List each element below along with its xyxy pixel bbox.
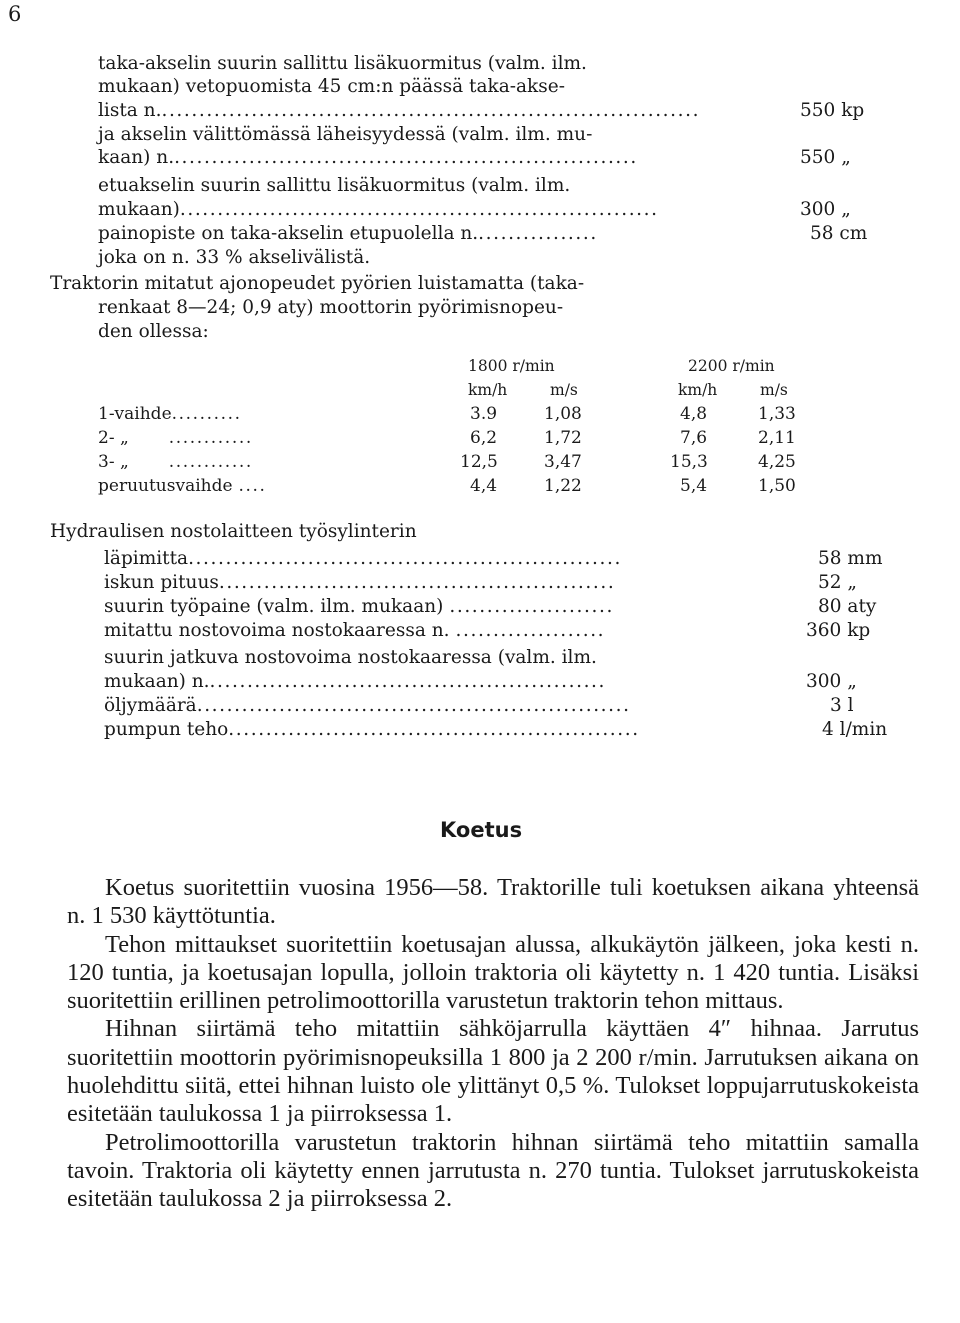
spec-line-text: mitattu nostovoima nostokaaressa n. [104, 620, 450, 641]
unit-header: km/h [468, 381, 508, 399]
dot-leader: .......................................................... [188, 548, 622, 569]
spec-value: 52 „ [818, 572, 858, 593]
spec-value: 80 aty [818, 596, 877, 617]
spec-value: 300 „ [800, 199, 851, 220]
dot-leader: ............ [168, 452, 253, 472]
section-title: Koetus [440, 818, 523, 842]
paragraph: Petrolimoottorilla varustetun traktorin hihnan siirtämä teho mitattiin samalla tavoin. Traktoria oli käytetty ennen jarrutusta n. 270 tuntia. Tulokset jarrutuskokeista esitetään taulukossa 2 ja piirroksessa 2. [67, 1128, 919, 1213]
speed-kmh: 15,3 [670, 452, 708, 472]
spec-line [104, 595, 624, 619]
spec-line: ja akselin välittömässä läheisyydessä (valm. ilm. mu- [98, 124, 593, 145]
spec-value: 58 cm [810, 223, 868, 244]
speed-kmh: 7,6 [680, 428, 708, 448]
spec-value: 3 l [830, 695, 854, 716]
spec-line-text: mukaan) n. [104, 671, 210, 692]
dot-leader: ..................................................... [218, 572, 616, 593]
gear-label [98, 475, 271, 498]
rpm-header: 2200 r/min [688, 357, 775, 375]
dot-leader: .......... [171, 404, 242, 424]
gear-label [98, 403, 254, 426]
spec-line-text: mukaan) [98, 199, 180, 220]
speed-kmh: 4,4 [470, 476, 498, 496]
spec-value: 58 mm [818, 548, 883, 569]
speed-ms: 2,11 [758, 428, 796, 448]
gear-label [98, 427, 265, 450]
spec-line [104, 694, 667, 718]
spec-line-text: lista n. [98, 100, 162, 121]
speed-kmh: 12,5 [460, 452, 498, 472]
spec-line-text: pumpun teho [104, 719, 229, 740]
hydraulic-heading: Hydraulisen nostolaitteen työsylinterin [50, 521, 417, 542]
spec-line [98, 222, 600, 246]
paragraph: Hihnan siirtämä teho mitattiin sähköjarrulla käyttäen 4″ hihnaa. Jarrutus suoritettiin moottorin pyörimisnopeuksilla 1 800 ja 2 200 r/min. Jarrutuksen aikana on huolehdittu siitä, ettei hihnan luisto ole ylittänyt 0,5 %. Tulokset loppujarrutuskokeista esitetään taulukossa 1 ja piirroksessa 1. [67, 1015, 919, 1128]
dot-leader: ....................................................... [228, 719, 640, 740]
speeds-intro-line: den ollessa: [98, 321, 209, 342]
dot-leader: .................... [455, 620, 606, 641]
page-number: 6 [8, 2, 22, 26]
gear-label-text: 1-vaihde [98, 404, 172, 424]
speed-ms: 1,22 [544, 476, 582, 496]
spec-line [98, 99, 701, 123]
speed-ms: 3,47 [544, 452, 582, 472]
speeds-intro-line: renkaat 8—24; 0,9 aty) moottorin pyörimisnopeu- [98, 297, 564, 318]
spec-value: 550 „ [800, 147, 851, 168]
paragraph: Koetus suoritettiin vuosina 1956—58. Traktorille tuli koetuksen aikana yhteensä n. 1 530 käyttötuntia. [67, 874, 919, 930]
spec-line-text: öljymäärä [104, 695, 197, 716]
spec-line-text: painopiste on taka-akselin etupuolella n. [98, 223, 479, 244]
speeds-intro-line: Traktorin mitatut ajonopeudet pyörien luistamatta (taka- [50, 273, 585, 294]
spec-line [104, 670, 640, 694]
dot-leader: ................ [478, 223, 598, 244]
speed-kmh: 3.9 [470, 404, 498, 424]
spec-line: suurin jatkuva nostovoima nostokaaressa (valm. ilm. [104, 647, 597, 668]
dot-leader: .............................................................. [174, 147, 638, 168]
dot-leader: ................................................................ [179, 199, 659, 220]
spec-value: 360 kp [806, 620, 871, 641]
rpm-header: 1800 r/min [468, 357, 555, 375]
spec-value: 300 „ [806, 671, 857, 692]
spec-line [98, 146, 644, 170]
dot-leader: ...................... [449, 596, 614, 617]
paragraph: Tehon mittaukset suoritettiin koetusajan alussa, alkukäytön jälkeen, joka kesti n. 120 tuntia, ja koetusajan lopulla, jolloin traktoria oli käytetty n. 1 420 tuntia. Lisäksi suoritettiin erillinen petrolimoottorilla varustetun traktorin tehon mittaus. [67, 930, 919, 1015]
unit-header: m/s [550, 381, 578, 399]
gear-label-text: 2- „ [98, 428, 129, 448]
dot-leader: ..................................................... [209, 671, 607, 692]
spec-value: 4 l/min [822, 719, 888, 740]
spec-line [104, 619, 621, 643]
spec-line: joka on n. 33 % akselivälistä. [98, 247, 371, 268]
spec-line-text: suurin työpaine (valm. ilm. mukaan) [104, 596, 444, 617]
spec-line-text: läpimitta [104, 548, 189, 569]
spec-line [104, 571, 649, 595]
dot-leader: .......................................................... [196, 695, 631, 716]
speed-kmh: 6,2 [470, 428, 498, 448]
gear-label [98, 451, 265, 474]
unit-header: km/h [678, 381, 718, 399]
spec-line: mukaan) vetopuomista 45 cm:n päässä taka-akse- [98, 76, 565, 97]
spec-line [104, 718, 668, 742]
dot-leader: ........................................................................ [161, 100, 701, 121]
spec-line: taka-akselin suurin sallittu lisäkuormitus (valm. ilm. [98, 53, 587, 74]
spec-line: etuakselin suurin sallittu lisäkuormitus (valm. ilm. [98, 175, 571, 196]
dot-leader: .... [238, 476, 267, 496]
gear-label-text: 3- „ [98, 452, 129, 472]
speed-ms: 1,72 [544, 428, 582, 448]
spec-value: 550 kp [800, 100, 865, 121]
spec-line [98, 198, 660, 222]
spec-line-text: iskun pituus [104, 572, 219, 593]
speed-ms: 1,50 [758, 476, 796, 496]
body-text [67, 874, 919, 1214]
spec-line [104, 547, 658, 571]
speed-kmh: 5,4 [680, 476, 708, 496]
speed-ms: 4,25 [758, 452, 796, 472]
speed-kmh: 4,8 [680, 404, 708, 424]
speed-ms: 1,08 [544, 404, 582, 424]
spec-line-text: kaan) n. [98, 147, 175, 168]
speed-ms: 1,33 [758, 404, 796, 424]
unit-header: m/s [760, 381, 788, 399]
gear-label-text: peruutusvaihde [98, 476, 233, 496]
dot-leader: ............ [168, 428, 253, 448]
